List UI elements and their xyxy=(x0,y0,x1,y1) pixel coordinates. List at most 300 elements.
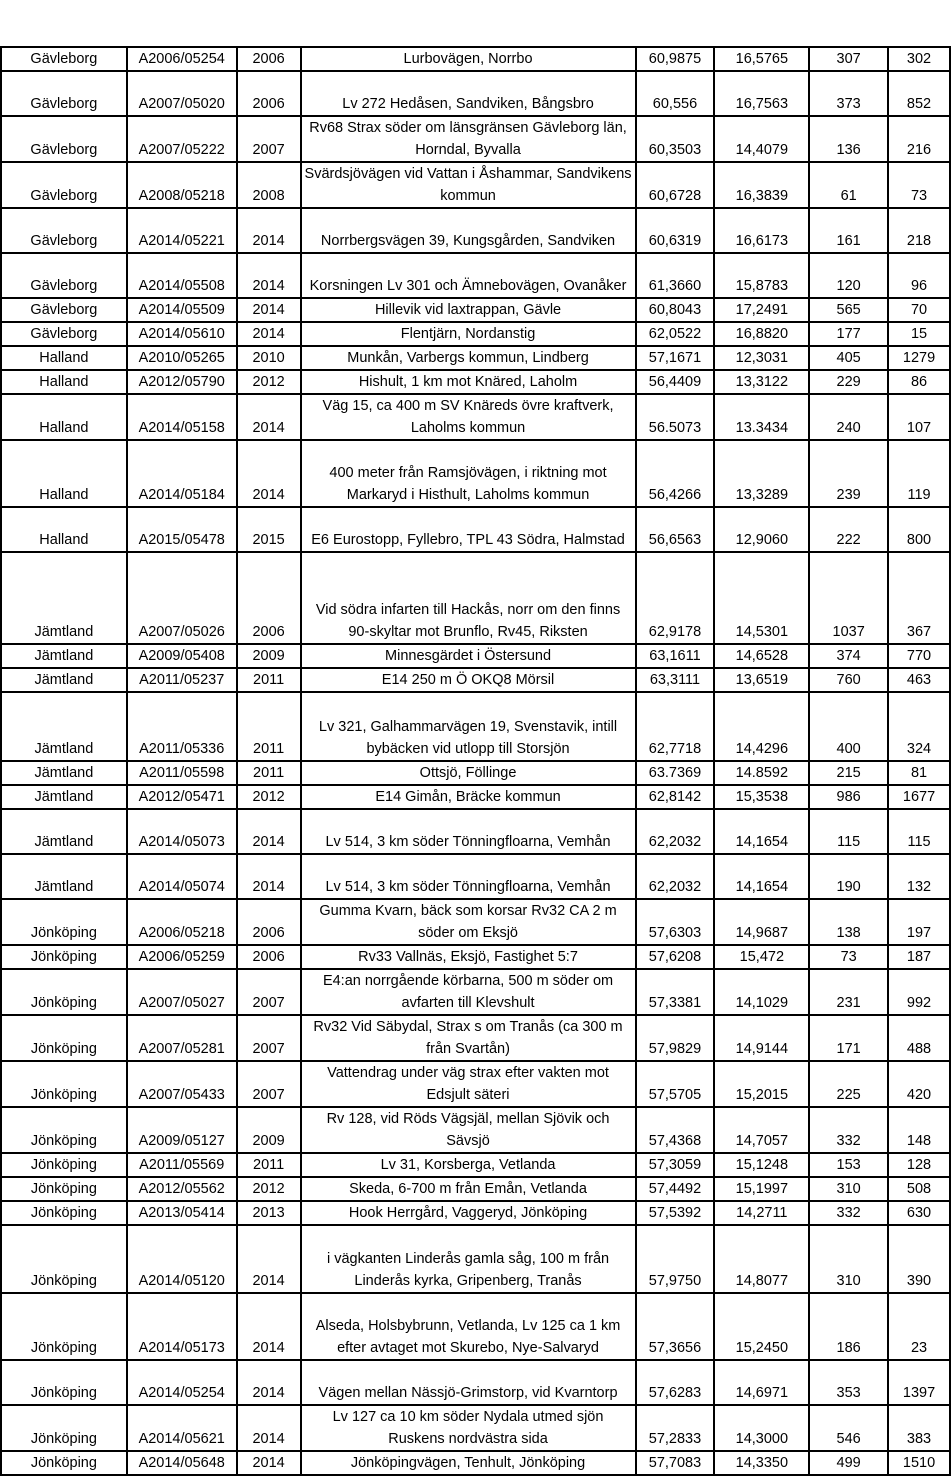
value-b-cell: 15 xyxy=(888,322,950,346)
location-cell: Lurbovägen, Norrbo xyxy=(301,47,636,71)
county-cell: Halland xyxy=(1,507,127,552)
county-cell: Jämtland xyxy=(1,692,127,761)
location-cell: Vattendrag under väg strax efter vakten mot Edsjult säteri xyxy=(301,1061,636,1107)
latitude-cell: 63.7369 xyxy=(636,761,715,785)
latitude-cell: 60,556 xyxy=(636,71,715,116)
latitude-cell: 60,8043 xyxy=(636,298,715,322)
longitude-cell: 14,1654 xyxy=(714,809,809,854)
longitude-cell: 14,1029 xyxy=(714,969,809,1015)
year-cell: 2006 xyxy=(237,899,301,945)
longitude-cell: 14,4079 xyxy=(714,116,809,162)
value-a-cell: 310 xyxy=(809,1177,888,1201)
county-cell: Jämtland xyxy=(1,644,127,668)
year-cell: 2014 xyxy=(237,394,301,440)
year-cell: 2014 xyxy=(237,298,301,322)
year-cell: 2014 xyxy=(237,208,301,253)
location-cell: Skeda, 6-700 m från Emån, Vetlanda xyxy=(301,1177,636,1201)
value-a-cell: 760 xyxy=(809,668,888,692)
year-cell: 2012 xyxy=(237,370,301,394)
value-b-cell: 1279 xyxy=(888,346,950,370)
value-b-cell: 383 xyxy=(888,1405,950,1451)
case-id-cell: A2011/05237 xyxy=(127,668,237,692)
county-cell: Gävleborg xyxy=(1,116,127,162)
value-b-cell: 324 xyxy=(888,692,950,761)
value-b-cell: 128 xyxy=(888,1153,950,1177)
county-cell: Jämtland xyxy=(1,761,127,785)
latitude-cell: 57,3381 xyxy=(636,969,715,1015)
year-cell: 2014 xyxy=(237,322,301,346)
value-b-cell: 107 xyxy=(888,394,950,440)
table-row xyxy=(1,162,950,208)
value-b-cell: 1677 xyxy=(888,785,950,809)
table-body xyxy=(1,47,950,1475)
longitude-cell: 14,9687 xyxy=(714,899,809,945)
value-b-cell: 115 xyxy=(888,809,950,854)
county-cell: Jönköping xyxy=(1,1061,127,1107)
year-cell: 2014 xyxy=(237,440,301,507)
year-cell: 2015 xyxy=(237,507,301,552)
latitude-cell: 62,2032 xyxy=(636,854,715,899)
latitude-cell: 57,6208 xyxy=(636,945,715,969)
latitude-cell: 57,3656 xyxy=(636,1293,715,1360)
value-b-cell: 218 xyxy=(888,208,950,253)
county-cell: Jönköping xyxy=(1,1225,127,1293)
county-cell: Gävleborg xyxy=(1,322,127,346)
table-row xyxy=(1,969,950,1015)
county-cell: Jönköping xyxy=(1,1177,127,1201)
county-cell: Jönköping xyxy=(1,1293,127,1360)
location-cell: Svärdsjövägen vid Vattan i Åshammar, Sandvikens kommun xyxy=(301,162,636,208)
case-id-cell: A2012/05790 xyxy=(127,370,237,394)
latitude-cell: 57,1671 xyxy=(636,346,715,370)
case-id-cell: A2011/05598 xyxy=(127,761,237,785)
latitude-cell: 60,3503 xyxy=(636,116,715,162)
case-id-cell: A2014/05184 xyxy=(127,440,237,507)
longitude-cell: 15,1997 xyxy=(714,1177,809,1201)
latitude-cell: 56.5073 xyxy=(636,394,715,440)
location-cell: Rv32 Vid Säbydal, Strax s om Tranås (ca 300 m från Svartån) xyxy=(301,1015,636,1061)
latitude-cell: 57,9829 xyxy=(636,1015,715,1061)
table-row xyxy=(1,1201,950,1225)
value-a-cell: 177 xyxy=(809,322,888,346)
longitude-cell: 15,2450 xyxy=(714,1293,809,1360)
value-b-cell: 1510 xyxy=(888,1451,950,1475)
value-b-cell: 70 xyxy=(888,298,950,322)
table-row xyxy=(1,1061,950,1107)
longitude-cell: 17,2491 xyxy=(714,298,809,322)
value-a-cell: 222 xyxy=(809,507,888,552)
latitude-cell: 62,0522 xyxy=(636,322,715,346)
longitude-cell: 14,2711 xyxy=(714,1201,809,1225)
county-cell: Halland xyxy=(1,440,127,507)
latitude-cell: 57,6283 xyxy=(636,1360,715,1405)
longitude-cell: 14,5301 xyxy=(714,552,809,644)
value-a-cell: 499 xyxy=(809,1451,888,1475)
longitude-cell: 12,9060 xyxy=(714,507,809,552)
latitude-cell: 63,1611 xyxy=(636,644,715,668)
case-id-cell: A2014/05074 xyxy=(127,854,237,899)
location-cell: i vägkanten Linderås gamla såg, 100 m från Linderås kyrka, Gripenberg, Tranås xyxy=(301,1225,636,1293)
table-row xyxy=(1,322,950,346)
county-cell: Halland xyxy=(1,370,127,394)
latitude-cell: 62,8142 xyxy=(636,785,715,809)
county-cell: Jönköping xyxy=(1,1360,127,1405)
location-cell: Lv 31, Korsberga, Vetlanda xyxy=(301,1153,636,1177)
location-cell: Hishult, 1 km mot Knäred, Laholm xyxy=(301,370,636,394)
location-cell: Rv 128, vid Röds Vägsjäl, mellan Sjövik och Sävsjö xyxy=(301,1107,636,1153)
case-id-cell: A2007/05026 xyxy=(127,552,237,644)
table-row xyxy=(1,945,950,969)
case-id-cell: A2014/05610 xyxy=(127,322,237,346)
value-a-cell: 310 xyxy=(809,1225,888,1293)
table-row xyxy=(1,854,950,899)
year-cell: 2014 xyxy=(237,809,301,854)
value-b-cell: 132 xyxy=(888,854,950,899)
year-cell: 2014 xyxy=(237,854,301,899)
value-a-cell: 1037 xyxy=(809,552,888,644)
value-b-cell: 420 xyxy=(888,1061,950,1107)
case-id-cell: A2014/05509 xyxy=(127,298,237,322)
case-id-cell: A2007/05222 xyxy=(127,116,237,162)
table-row xyxy=(1,1293,950,1360)
latitude-cell: 62,2032 xyxy=(636,809,715,854)
value-a-cell: 546 xyxy=(809,1405,888,1451)
location-cell: Minnesgärdet i Östersund xyxy=(301,644,636,668)
longitude-cell: 15,3538 xyxy=(714,785,809,809)
value-a-cell: 190 xyxy=(809,854,888,899)
value-a-cell: 307 xyxy=(809,47,888,71)
table-row xyxy=(1,1360,950,1405)
data-table xyxy=(0,46,951,1476)
case-id-cell: A2014/05073 xyxy=(127,809,237,854)
year-cell: 2011 xyxy=(237,668,301,692)
county-cell: Gävleborg xyxy=(1,253,127,298)
latitude-cell: 60,9875 xyxy=(636,47,715,71)
case-id-cell: A2014/05120 xyxy=(127,1225,237,1293)
location-cell: Lv 514, 3 km söder Tönningfloarna, Vemhån xyxy=(301,809,636,854)
case-id-cell: A2009/05408 xyxy=(127,644,237,668)
longitude-cell: 15,472 xyxy=(714,945,809,969)
table-row xyxy=(1,346,950,370)
year-cell: 2007 xyxy=(237,116,301,162)
county-cell: Halland xyxy=(1,346,127,370)
table-row xyxy=(1,507,950,552)
case-id-cell: A2014/05254 xyxy=(127,1360,237,1405)
table-row xyxy=(1,1405,950,1451)
county-cell: Jönköping xyxy=(1,1107,127,1153)
case-id-cell: A2009/05127 xyxy=(127,1107,237,1153)
value-b-cell: 23 xyxy=(888,1293,950,1360)
table-row xyxy=(1,440,950,507)
longitude-cell: 15,1248 xyxy=(714,1153,809,1177)
value-a-cell: 332 xyxy=(809,1107,888,1153)
value-a-cell: 115 xyxy=(809,809,888,854)
latitude-cell: 57,5705 xyxy=(636,1061,715,1107)
location-cell: Hook Herrgård, Vaggeryd, Jönköping xyxy=(301,1201,636,1225)
value-a-cell: 373 xyxy=(809,71,888,116)
value-b-cell: 302 xyxy=(888,47,950,71)
county-cell: Jönköping xyxy=(1,1015,127,1061)
longitude-cell: 14,3000 xyxy=(714,1405,809,1451)
table-row xyxy=(1,208,950,253)
longitude-cell: 16,6173 xyxy=(714,208,809,253)
latitude-cell: 61,3660 xyxy=(636,253,715,298)
county-cell: Gävleborg xyxy=(1,47,127,71)
table-row xyxy=(1,552,950,644)
value-b-cell: 81 xyxy=(888,761,950,785)
longitude-cell: 15,8783 xyxy=(714,253,809,298)
value-b-cell: 992 xyxy=(888,969,950,1015)
latitude-cell: 57,4368 xyxy=(636,1107,715,1153)
case-id-cell: A2007/05433 xyxy=(127,1061,237,1107)
table-row xyxy=(1,785,950,809)
longitude-cell: 14,1654 xyxy=(714,854,809,899)
county-cell: Halland xyxy=(1,394,127,440)
location-cell: Lv 321, Galhammarvägen 19, Svenstavik, intill bybäcken vid utlopp till Storsjön xyxy=(301,692,636,761)
location-cell: 400 meter från Ramsjövägen, i riktning mot Markaryd i Histhult, Laholms kommun xyxy=(301,440,636,507)
case-id-cell: A2013/05414 xyxy=(127,1201,237,1225)
longitude-cell: 14,8077 xyxy=(714,1225,809,1293)
table-row xyxy=(1,899,950,945)
longitude-cell: 16,3839 xyxy=(714,162,809,208)
county-cell: Gävleborg xyxy=(1,71,127,116)
longitude-cell: 14,6528 xyxy=(714,644,809,668)
value-a-cell: 239 xyxy=(809,440,888,507)
year-cell: 2011 xyxy=(237,761,301,785)
location-cell: Flentjärn, Nordanstig xyxy=(301,322,636,346)
location-cell: E14 250 m Ö OKQ8 Mörsil xyxy=(301,668,636,692)
value-a-cell: 229 xyxy=(809,370,888,394)
latitude-cell: 62,9178 xyxy=(636,552,715,644)
longitude-cell: 13,6519 xyxy=(714,668,809,692)
year-cell: 2012 xyxy=(237,785,301,809)
table-row xyxy=(1,71,950,116)
table-row xyxy=(1,370,950,394)
year-cell: 2006 xyxy=(237,47,301,71)
latitude-cell: 57,9750 xyxy=(636,1225,715,1293)
case-id-cell: A2007/05027 xyxy=(127,969,237,1015)
location-cell: Gumma Kvarn, bäck som korsar Rv32 CA 2 m söder om Eksjö xyxy=(301,899,636,945)
latitude-cell: 60,6319 xyxy=(636,208,715,253)
table-row xyxy=(1,298,950,322)
longitude-cell: 14.8592 xyxy=(714,761,809,785)
value-b-cell: 463 xyxy=(888,668,950,692)
value-b-cell: 390 xyxy=(888,1225,950,1293)
value-b-cell: 1397 xyxy=(888,1360,950,1405)
year-cell: 2013 xyxy=(237,1201,301,1225)
value-a-cell: 73 xyxy=(809,945,888,969)
latitude-cell: 57,4492 xyxy=(636,1177,715,1201)
table-row xyxy=(1,1015,950,1061)
year-cell: 2008 xyxy=(237,162,301,208)
location-cell: Norrbergsvägen 39, Kungsgården, Sandviken xyxy=(301,208,636,253)
value-b-cell: 770 xyxy=(888,644,950,668)
longitude-cell: 15,2015 xyxy=(714,1061,809,1107)
latitude-cell: 56,4409 xyxy=(636,370,715,394)
county-cell: Gävleborg xyxy=(1,208,127,253)
longitude-cell: 16,5765 xyxy=(714,47,809,71)
location-cell: Rv33 Vallnäs, Eksjö, Fastighet 5:7 xyxy=(301,945,636,969)
case-id-cell: A2008/05218 xyxy=(127,162,237,208)
year-cell: 2012 xyxy=(237,1177,301,1201)
longitude-cell: 14,7057 xyxy=(714,1107,809,1153)
location-cell: Jönköpingvägen, Tenhult, Jönköping xyxy=(301,1451,636,1475)
value-b-cell: 197 xyxy=(888,899,950,945)
table-row xyxy=(1,668,950,692)
longitude-cell: 14,9144 xyxy=(714,1015,809,1061)
county-cell: Jönköping xyxy=(1,1451,127,1475)
case-id-cell: A2014/05621 xyxy=(127,1405,237,1451)
value-a-cell: 374 xyxy=(809,644,888,668)
case-id-cell: A2010/05265 xyxy=(127,346,237,370)
county-cell: Jämtland xyxy=(1,854,127,899)
longitude-cell: 13,3122 xyxy=(714,370,809,394)
value-b-cell: 630 xyxy=(888,1201,950,1225)
value-a-cell: 215 xyxy=(809,761,888,785)
value-a-cell: 400 xyxy=(809,692,888,761)
table-row xyxy=(1,809,950,854)
year-cell: 2014 xyxy=(237,1293,301,1360)
table-row xyxy=(1,1153,950,1177)
value-b-cell: 488 xyxy=(888,1015,950,1061)
location-cell: Lv 514, 3 km söder Tönningfloarna, Vemhån xyxy=(301,854,636,899)
location-cell: Vid södra infarten till Hackås, norr om den finns 90-skyltar mot Brunflo, Rv45, Riksten xyxy=(301,552,636,644)
year-cell: 2006 xyxy=(237,552,301,644)
year-cell: 2009 xyxy=(237,1107,301,1153)
county-cell: Gävleborg xyxy=(1,162,127,208)
table-row xyxy=(1,644,950,668)
value-a-cell: 986 xyxy=(809,785,888,809)
value-a-cell: 186 xyxy=(809,1293,888,1360)
latitude-cell: 60,6728 xyxy=(636,162,715,208)
value-b-cell: 148 xyxy=(888,1107,950,1153)
year-cell: 2007 xyxy=(237,1061,301,1107)
table-row xyxy=(1,1451,950,1475)
value-a-cell: 138 xyxy=(809,899,888,945)
latitude-cell: 62,7718 xyxy=(636,692,715,761)
longitude-cell: 14,4296 xyxy=(714,692,809,761)
latitude-cell: 57,7083 xyxy=(636,1451,715,1475)
case-id-cell: A2006/05218 xyxy=(127,899,237,945)
case-id-cell: A2011/05569 xyxy=(127,1153,237,1177)
table-row xyxy=(1,47,950,71)
latitude-cell: 57,3059 xyxy=(636,1153,715,1177)
value-a-cell: 171 xyxy=(809,1015,888,1061)
latitude-cell: 57,5392 xyxy=(636,1201,715,1225)
county-cell: Jönköping xyxy=(1,1405,127,1451)
table-row xyxy=(1,761,950,785)
value-a-cell: 405 xyxy=(809,346,888,370)
value-a-cell: 61 xyxy=(809,162,888,208)
case-id-cell: A2011/05336 xyxy=(127,692,237,761)
table-row xyxy=(1,1107,950,1153)
case-id-cell: A2015/05478 xyxy=(127,507,237,552)
case-id-cell: A2006/05254 xyxy=(127,47,237,71)
case-id-cell: A2014/05173 xyxy=(127,1293,237,1360)
case-id-cell: A2014/05221 xyxy=(127,208,237,253)
value-b-cell: 367 xyxy=(888,552,950,644)
case-id-cell: A2014/05648 xyxy=(127,1451,237,1475)
longitude-cell: 14,6971 xyxy=(714,1360,809,1405)
value-a-cell: 332 xyxy=(809,1201,888,1225)
location-cell: Väg 15, ca 400 m SV Knäreds övre kraftverk, Laholms kommun xyxy=(301,394,636,440)
table-row xyxy=(1,394,950,440)
value-b-cell: 800 xyxy=(888,507,950,552)
value-a-cell: 136 xyxy=(809,116,888,162)
year-cell: 2006 xyxy=(237,71,301,116)
location-cell: Lv 272 Hedåsen, Sandviken, Bångsbro xyxy=(301,71,636,116)
year-cell: 2014 xyxy=(237,1451,301,1475)
table-row xyxy=(1,253,950,298)
county-cell: Jämtland xyxy=(1,668,127,692)
case-id-cell: A2007/05281 xyxy=(127,1015,237,1061)
location-cell: E4:an norrgående körbarna, 500 m söder om avfarten till Klevshult xyxy=(301,969,636,1015)
case-id-cell: A2014/05508 xyxy=(127,253,237,298)
value-b-cell: 119 xyxy=(888,440,950,507)
value-a-cell: 153 xyxy=(809,1153,888,1177)
year-cell: 2014 xyxy=(237,1405,301,1451)
county-cell: Jönköping xyxy=(1,969,127,1015)
value-b-cell: 73 xyxy=(888,162,950,208)
year-cell: 2014 xyxy=(237,253,301,298)
county-cell: Jönköping xyxy=(1,899,127,945)
location-cell: E6 Eurostopp, Fyllebro, TPL 43 Södra, Halmstad xyxy=(301,507,636,552)
location-cell: Hillevik vid laxtrappan, Gävle xyxy=(301,298,636,322)
location-cell: Lv 127 ca 10 km söder Nydala utmed sjön Ruskens nordvästra sida xyxy=(301,1405,636,1451)
year-cell: 2011 xyxy=(237,692,301,761)
location-cell: Vägen mellan Nässjö-Grimstorp, vid Kvarntorp xyxy=(301,1360,636,1405)
year-cell: 2010 xyxy=(237,346,301,370)
longitude-cell: 12,3031 xyxy=(714,346,809,370)
table-row xyxy=(1,692,950,761)
county-cell: Jämtland xyxy=(1,785,127,809)
year-cell: 2006 xyxy=(237,945,301,969)
location-cell: Korsningen Lv 301 och Ämnebovägen, Ovanåker xyxy=(301,253,636,298)
value-a-cell: 120 xyxy=(809,253,888,298)
county-cell: Gävleborg xyxy=(1,298,127,322)
value-a-cell: 565 xyxy=(809,298,888,322)
latitude-cell: 56,4266 xyxy=(636,440,715,507)
year-cell: 2007 xyxy=(237,1015,301,1061)
latitude-cell: 57,2833 xyxy=(636,1405,715,1451)
latitude-cell: 57,6303 xyxy=(636,899,715,945)
case-id-cell: A2012/05562 xyxy=(127,1177,237,1201)
value-a-cell: 161 xyxy=(809,208,888,253)
value-b-cell: 508 xyxy=(888,1177,950,1201)
value-b-cell: 187 xyxy=(888,945,950,969)
longitude-cell: 13.3434 xyxy=(714,394,809,440)
value-b-cell: 86 xyxy=(888,370,950,394)
year-cell: 2014 xyxy=(237,1225,301,1293)
county-cell: Jämtland xyxy=(1,809,127,854)
year-cell: 2014 xyxy=(237,1360,301,1405)
value-a-cell: 353 xyxy=(809,1360,888,1405)
table-row xyxy=(1,116,950,162)
case-id-cell: A2012/05471 xyxy=(127,785,237,809)
year-cell: 2007 xyxy=(237,969,301,1015)
value-a-cell: 240 xyxy=(809,394,888,440)
year-cell: 2009 xyxy=(237,644,301,668)
location-cell: Rv68 Strax söder om länsgränsen Gävleborg län, Horndal, Byvalla xyxy=(301,116,636,162)
location-cell: Ottsjö, Föllinge xyxy=(301,761,636,785)
longitude-cell: 13,3289 xyxy=(714,440,809,507)
value-a-cell: 231 xyxy=(809,969,888,1015)
table-row xyxy=(1,1225,950,1293)
longitude-cell: 16,8820 xyxy=(714,322,809,346)
latitude-cell: 63,3111 xyxy=(636,668,715,692)
longitude-cell: 14,3350 xyxy=(714,1451,809,1475)
county-cell: Jämtland xyxy=(1,552,127,644)
